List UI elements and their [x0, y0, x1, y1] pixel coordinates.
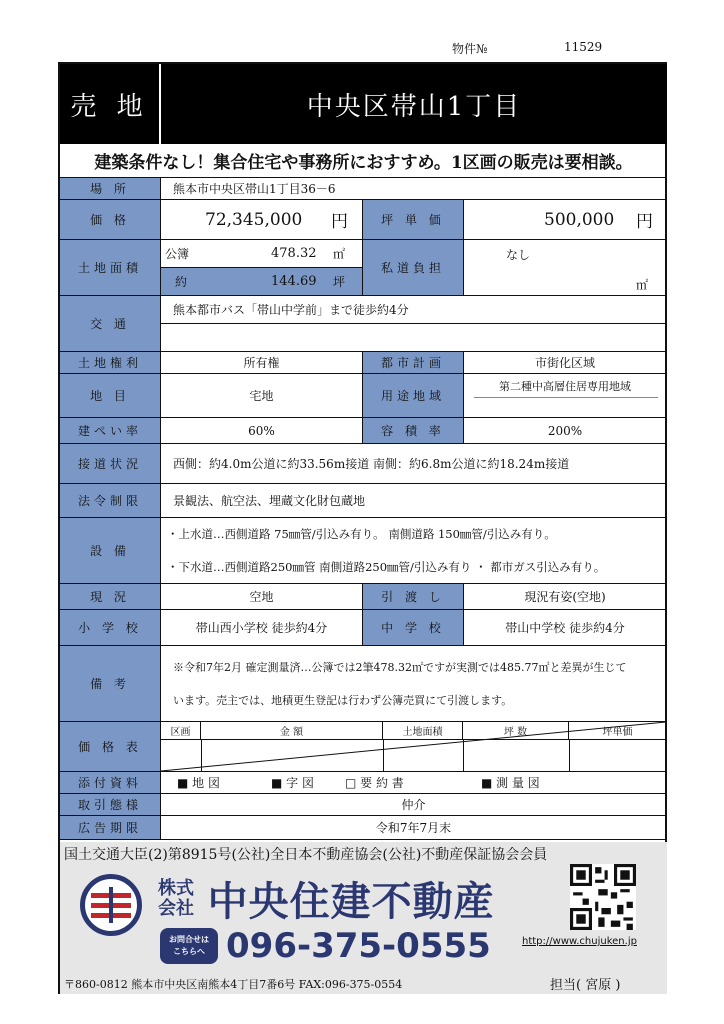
- tsubo-price-label: 坪 単 価: [363, 200, 464, 240]
- transport-value: 熊本都市バス「帯山中学前」まで徒歩約4分: [161, 296, 667, 324]
- transport-label: 交 通: [60, 296, 161, 352]
- attachments-cell: [161, 772, 667, 794]
- kobo-value: 478.32: [271, 246, 317, 261]
- facilities-label: 設 備: [60, 518, 161, 584]
- tsubo-price-value: 500,000: [544, 209, 615, 230]
- facilities-line-1: ・上水道…西側道路 75㎜管/引込み有り。 南側道路 150㎜管/引込み有り。: [167, 527, 556, 542]
- city-plan-label: 都市計画: [363, 352, 464, 374]
- approx-unit: 坪: [333, 275, 346, 289]
- remarks-cell: [161, 646, 667, 722]
- approx-label: 約: [175, 275, 188, 289]
- price-table: [161, 722, 667, 772]
- regulation-value: 景観法、航空法、埋蔵文化財包蔵地: [161, 484, 667, 518]
- facilities-cell: [161, 518, 667, 584]
- attachment-aza-map: ■ 字 図: [271, 776, 314, 790]
- property-number: [452, 40, 603, 57]
- price-table-header-area: 土地面積: [383, 722, 463, 740]
- status-value: 空地: [161, 584, 363, 610]
- footer: [60, 842, 667, 994]
- property-number-label: 物件№: [452, 42, 488, 56]
- property-number-value: 11529: [564, 40, 603, 54]
- land-area-label: 土地面積: [60, 240, 161, 296]
- license-text: 国土交通大臣(2)第8915号(公社)全日本不動産協会(公社)不動産保証協会会員: [64, 847, 548, 863]
- catch-copy: 建築条件なし！集合住宅や事務所におすすめ。1区画の販売は要相談。: [60, 144, 667, 178]
- listing-type: 売 地: [60, 64, 161, 144]
- private-road-cell: [464, 240, 667, 296]
- junior-high-label: 中 学 校: [363, 610, 464, 646]
- contact-caption-2: こちらへ: [173, 947, 205, 956]
- attachment-summary: □ 要 約 書: [345, 776, 404, 790]
- company-prefix: 株式会社: [158, 877, 194, 919]
- trade-label: 取引態様: [60, 794, 161, 816]
- company-logo: [80, 874, 142, 936]
- logo-stem: [109, 887, 113, 923]
- far-value: 200%: [464, 418, 667, 444]
- contact-caption-1: お問合せは: [169, 935, 209, 944]
- tsubo-price-cell: [464, 200, 667, 240]
- phone-number[interactable]: 096-375-0555: [226, 926, 491, 966]
- location-label: 場 所: [60, 178, 161, 200]
- ad-period-label: 広告期限: [60, 816, 161, 840]
- attachment-map: ■ 地 図: [177, 776, 220, 790]
- regulation-label: 法令制限: [60, 484, 161, 518]
- price-value: 72,345,000: [205, 209, 303, 230]
- price-unit: 円: [331, 212, 348, 232]
- company-address: 〒860-0812 熊本市中央区南熊本4丁目7番6号 FAX:096-375-0554: [64, 978, 403, 991]
- property-sheet: [58, 62, 667, 994]
- remarks-line-2: います。売主では、地積更生登記は行わず公簿売買にて引渡します。: [173, 694, 513, 708]
- price-table-strike: [161, 722, 667, 772]
- location-value: 熊本市中央区帯山1丁目36－6: [161, 178, 667, 200]
- kobo-label: 公簿: [165, 247, 190, 261]
- transport-blank: [161, 324, 667, 352]
- price-table-label: 価 格 表: [60, 722, 161, 772]
- private-road-value: なし: [506, 248, 531, 262]
- far-label: 容 積 率: [363, 418, 464, 444]
- elementary-school-value: 帯山西小学校 徒歩約4分: [161, 610, 363, 646]
- price-cell: [161, 200, 363, 240]
- delivery-label: 引 渡 し: [363, 584, 464, 610]
- company-name-block: [158, 870, 495, 927]
- contact-badge: [160, 928, 218, 964]
- qr-code-icon[interactable]: [570, 864, 636, 930]
- company-name: 中央住建不動産: [207, 879, 495, 925]
- contact-person: 担当( 宮原 ): [550, 978, 621, 993]
- tsubo-price-unit: 円: [636, 212, 653, 232]
- land-right-label: 土地権利: [60, 352, 161, 374]
- attachment-survey: ■ 測 量 図: [481, 776, 540, 790]
- price-table-header-tsubo-price: 坪単価: [569, 722, 666, 740]
- attachments-label: 添付資料: [60, 772, 161, 794]
- remarks-label: 備 考: [60, 646, 161, 722]
- city-plan-value: 市街化区域: [464, 352, 667, 374]
- zoning-divider: [474, 397, 658, 398]
- private-road-unit: ㎡: [636, 278, 649, 292]
- facilities-line-2: ・下水道…西側道路250㎜管 南側道路250㎜管/引込み有り ・ 都市ガス引込み有り。: [167, 559, 606, 574]
- trade-value: 仲介: [161, 794, 667, 816]
- land-category-label: 地 目: [60, 374, 161, 418]
- coverage-label: 建ぺい率: [60, 418, 161, 444]
- coverage-value: 60%: [161, 418, 363, 444]
- price-label: 価 格: [60, 200, 161, 240]
- elementary-school-label: 小 学 校: [60, 610, 161, 646]
- kobo-unit: ㎡: [333, 247, 346, 261]
- land-right-value: 所有権: [161, 352, 363, 374]
- zoning-value: 第二種中高層住居専用地域: [499, 380, 631, 393]
- land-area-kobo: [161, 240, 363, 268]
- ad-period-value: 令和7年7月末: [161, 816, 667, 840]
- road-label: 接道状況: [60, 444, 161, 484]
- junior-high-value: 帯山中学校 徒歩約4分: [464, 610, 667, 646]
- land-area-approx: [161, 268, 363, 296]
- zoning-cell: [464, 374, 667, 418]
- price-table-header-amount: 金 額: [201, 722, 383, 740]
- delivery-value: 現況有姿(空地): [464, 584, 667, 610]
- approx-value: 144.69: [271, 274, 317, 289]
- status-label: 現 況: [60, 584, 161, 610]
- price-table-header-tsubo: 坪 数: [463, 722, 569, 740]
- road-value: 西側：約4.0m公道に約33.56m接道 南側：約6.8m公道に約18.24m接道: [161, 444, 667, 484]
- website-link[interactable]: http://www.chujuken.jp: [522, 936, 637, 947]
- listing-title: 中央区帯山1丁目: [161, 64, 667, 144]
- price-table-header-block: 区画: [161, 722, 201, 740]
- zoning-label: 用途地域: [363, 374, 464, 418]
- land-category-value: 宅地: [161, 374, 363, 418]
- private-road-label: 私道負担: [363, 240, 464, 296]
- remarks-line-1: ※令和7年2月 確定測量済…公簿では2筆478.32㎡ですが実測では485.77㎡と差異が生じて: [173, 660, 627, 674]
